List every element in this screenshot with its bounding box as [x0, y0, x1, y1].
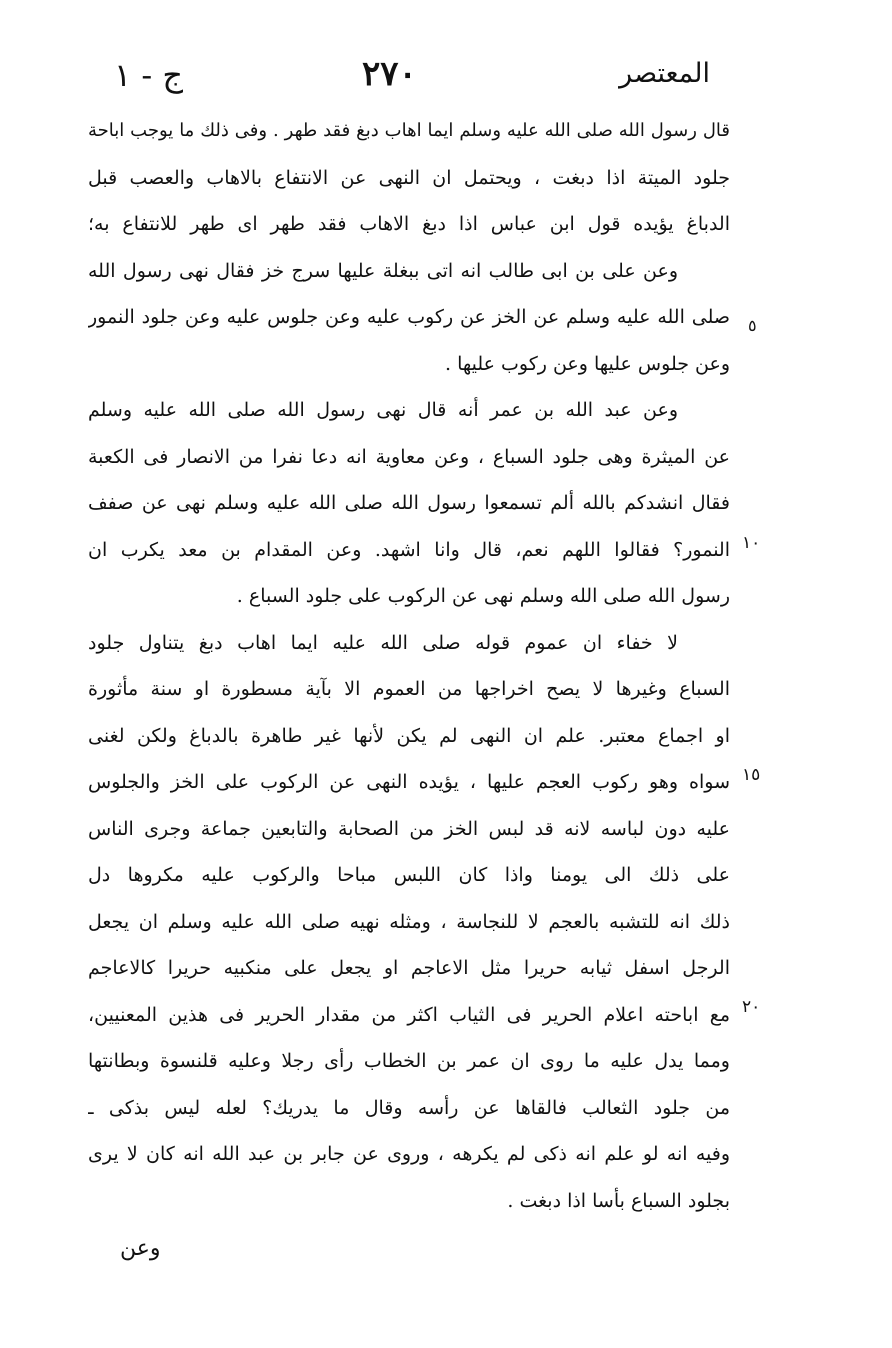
page-header [100, 54, 710, 106]
text-line: الرجل اسفل ثيابه حريرا مثل الاعاجم او يجعل على منكبيه حريرا كالاعاجم [88, 957, 730, 979]
text-line: بجلود السباع بأسا اذا دبغت . [507, 1189, 730, 1212]
text-line: جلود الميتة اذا دبغت ، ويحتمل ان النهى عن الانتفاع بالاهاب والعصب قبل [88, 166, 730, 189]
text-line: صلى الله عليه وسلم عن الخز عن ركوب عليه وعن جلوس عليه وعن جلود النمور [88, 306, 730, 328]
text-line: ذلك انه للتشبه بالعجم لا للنجاسة ، ومثله نهيه صلى الله عليه وسلم ان يجعل [88, 910, 730, 933]
text-line: رسول الله صلى الله وسلم نهى عن الركوب على جلود السباع . [236, 585, 730, 607]
text-line: وفيه انه لو علم انه ذكى لم يكرهه ، وروى عن جابر بن عبد الله انه كان لا يرى [88, 1143, 730, 1165]
margin-line-number: ٥ [748, 316, 757, 335]
catchword: وعن [120, 1236, 161, 1261]
margin-line-number: ٢٠ [742, 997, 761, 1017]
text-line: عن الميثرة وهى جلود السباع ، وعن معاوية انه دعا نفرا من الانصار فى الكعبة [88, 445, 730, 468]
text-line: النمور؟ فقالوا اللهم نعم، قال وانا اشهد. وعن المقدام بن معد يكرب ان [88, 538, 730, 561]
text-line: لا خفاء ان عموم قوله صلى الله عليه ايما اهاب دبغ يتناول جلود [88, 631, 678, 654]
volume-label: ج - ١ [114, 56, 183, 94]
text-line: على ذلك الى يومنا واذا كان اللبس مباحا والركوب عليه مكروها دل [88, 864, 730, 886]
margin-line-number: ١٥ [742, 765, 761, 785]
text-line: مع اباحته اعلام الحرير فى الثياب اكثر من مقدار الحرير فى هذين المعنيين، [88, 1003, 730, 1026]
text-line: عليه دون لباسه لانه قد لبس الخز من الصحابة والتابعين جماعة وجرى الناس [88, 817, 730, 840]
text-line: السباع وغيرها لا يصح اخراجها من العموم الا بآية مسطورة او سنة مأثورة [88, 678, 730, 700]
text-line: قال رسول الله صلى الله عليه وسلم ايما اهاب دبغ فقد طهر . وفى ذلك ما يوجب اباحة [88, 120, 730, 141]
text-line: من جلود الثعالب فالقاها عن رأسه وقال ما يدريك؟ لعله ليس بذكى ـ [88, 1096, 730, 1119]
text-line: وعن جلوس عليها وعن ركوب عليها . [444, 352, 730, 375]
text-line: الدباغ يؤيده قول ابن عباس اذا دبغ الاهاب فقد طهر اى طهر للانتفاع به؛ [88, 213, 730, 235]
text-line: وعن على بن ابى طالب انه اتى ببغلة عليها سرج خز فقال نهى رسول الله [88, 259, 678, 282]
page-number: ٢٧٠ [362, 54, 417, 94]
running-title: المعتصر [619, 58, 710, 89]
body-text [88, 108, 730, 1224]
margin-line-number: ١٠ [742, 533, 761, 553]
text-line: او اجماع معتبر. علم ان النهى لم يكن لأنها غير طاهرة بالدباغ ولكن لغنى [88, 724, 730, 747]
text-line: فقال انشدكم بالله ألم تسمعوا رسول الله صلى الله عليه وسلم نهى عن صفف [88, 492, 730, 514]
text-line: ومما يدل عليه ما روى ان عمر بن الخطاب رأى رجلا وعليه قلنسوة وبطانتها [88, 1050, 730, 1072]
text-line: وعن عبد الله بن عمر أنه قال نهى رسول الله صلى الله عليه وسلم [88, 399, 678, 421]
text-line: سواه وهو ركوب العجم عليها ، يؤيده النهى عن الركوب على الخز والجلوس [88, 771, 730, 793]
